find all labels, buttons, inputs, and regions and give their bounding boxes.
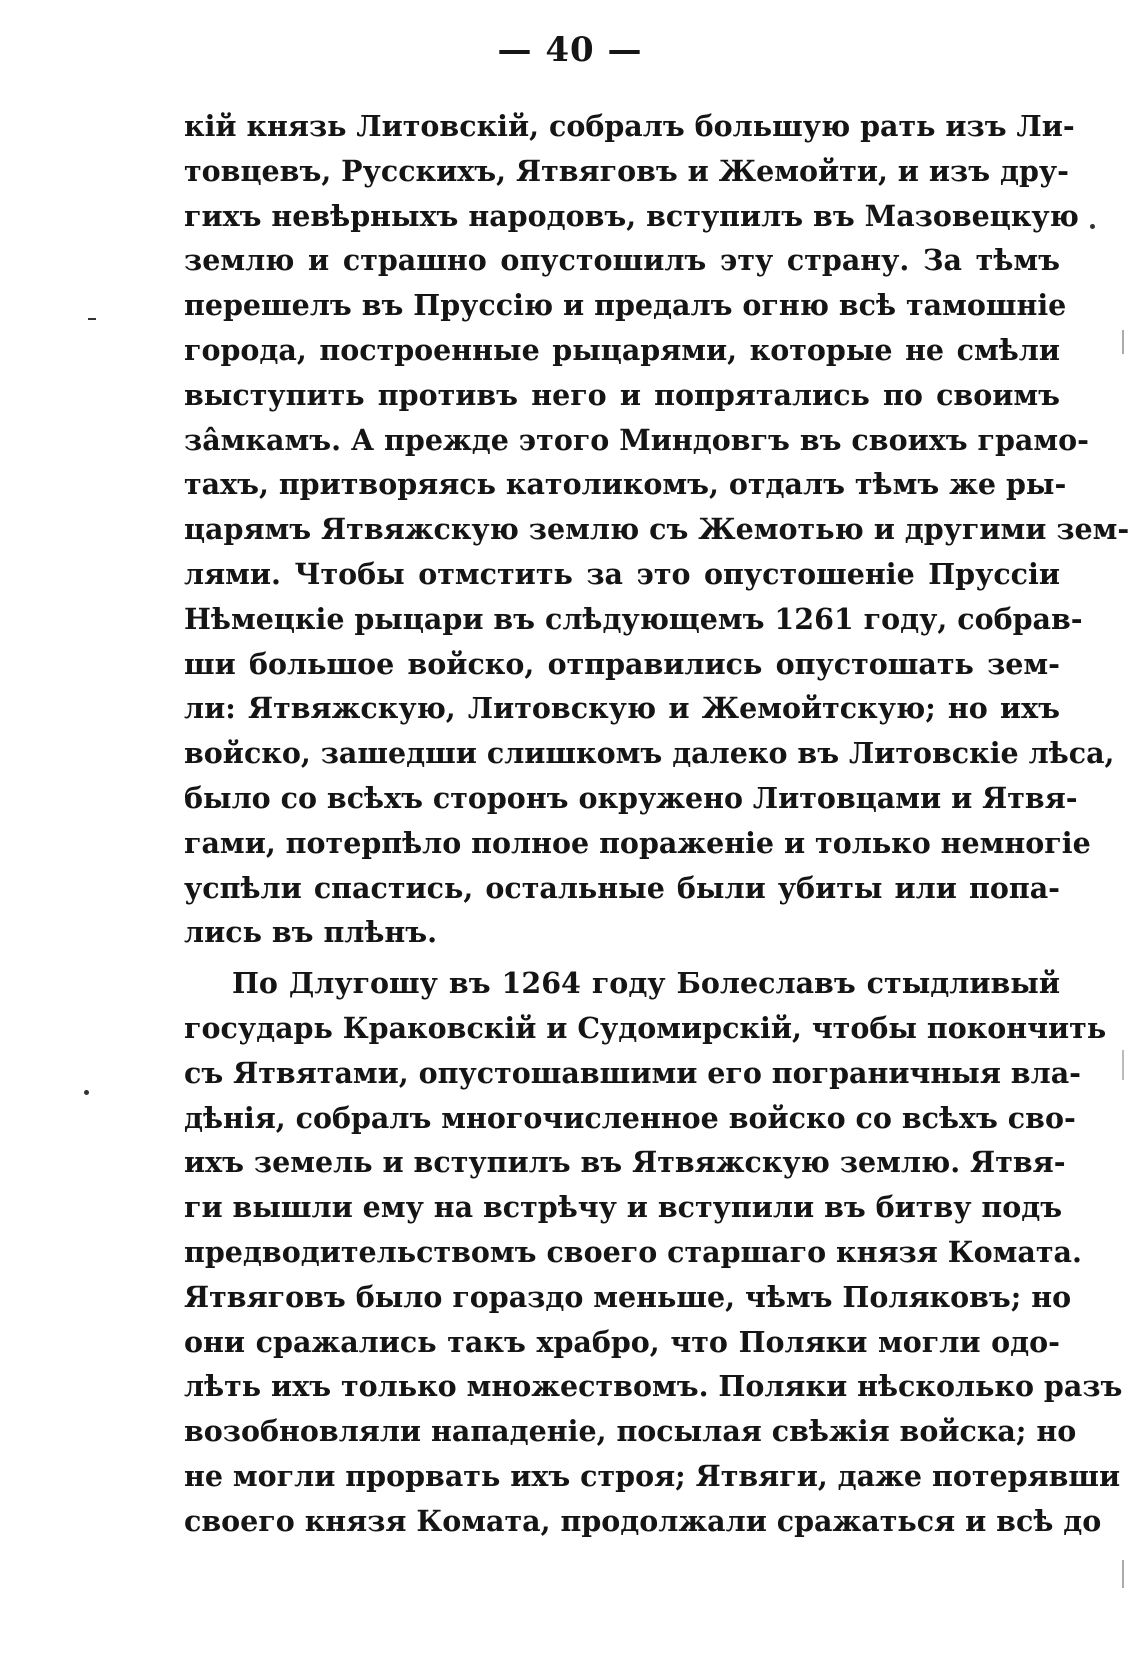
text-line: ихъ земель и вступилъ въ Ятвяжскую землю. Ятвя- bbox=[184, 1145, 1066, 1180]
text-line: государь Краковскій и Судомирскій, чтобы покончить bbox=[184, 1010, 1107, 1045]
text-line: зâмкамъ. А прежде этого Миндовгъ въ своихъ грамо- bbox=[184, 422, 1089, 457]
text-line-paragraph-end: лись въ плѣнъ. bbox=[184, 915, 438, 950]
text-line: перешелъ въ Пруссію и предалъ огню всѣ тамошніе bbox=[184, 288, 1067, 323]
text-line-paragraph-start: По Длугошу въ 1264 году Болеславъ стыдливый bbox=[232, 966, 1060, 1001]
text-line: товцевъ, Русскихъ, Ятвяговъ и Жемойти, и изъ дру- bbox=[184, 153, 1069, 188]
body-text bbox=[184, 104, 1130, 1544]
text-line: гихъ невѣрныхъ народовъ, вступилъ въ Мазовецкую bbox=[184, 198, 1079, 233]
text-line: успѣли спастись, остальные были убиты или попа- bbox=[184, 870, 1060, 905]
text-line: возобновляли нападеніе, посылая свѣжія войска; но bbox=[184, 1414, 1077, 1449]
text-line: гами, потерпѣло полное пораженіе и только немногіе bbox=[184, 825, 1091, 860]
scan-edge-mark bbox=[1122, 330, 1124, 354]
text-line: они сражались такъ храбро, что Поляки могли одо- bbox=[184, 1324, 1060, 1359]
text-line: Нѣмецкіе рыцари въ слѣдующемъ 1261 году, собрав- bbox=[184, 601, 1083, 636]
text-line: войско, зашедши слишкомъ далеко въ Литовскіе лѣса, bbox=[184, 736, 1115, 771]
scan-speck bbox=[88, 318, 96, 320]
text-line: своего князя Комата, продолжали сражаться и всѣ до bbox=[184, 1503, 1102, 1538]
text-line: ли: Ятвяжскую, Литовскую и Жемойтскую; но ихъ bbox=[184, 691, 1060, 726]
text-line: лѣть ихъ только множествомъ. Поляки нѣсколько разъ bbox=[184, 1369, 1123, 1404]
text-line: предводительствомъ своего старшаго князя Комата. bbox=[184, 1234, 1082, 1269]
scan-edge-mark bbox=[1122, 1560, 1124, 1588]
text-line: выступить противъ него и попрятались по своимъ bbox=[184, 377, 1060, 412]
scan-speck bbox=[1090, 224, 1095, 229]
text-line: дѣнія, собралъ многочисленное войско со всѣхъ сво- bbox=[184, 1100, 1076, 1135]
text-line: землю и страшно опустошилъ эту страну. За тѣмъ bbox=[184, 243, 1060, 278]
text-line: Ятвяговъ было гораздо меньше, чѣмъ Поляковъ; но bbox=[184, 1279, 1072, 1314]
text-line: было со всѣхъ сторонъ окружено Литовцами и Ятвя- bbox=[184, 780, 1078, 815]
text-line: не могли прорвать ихъ строя; Ятвяги, даже потерявши bbox=[184, 1458, 1121, 1493]
text-line: тахъ, притворяясь католикомъ, отдалъ тѣмъ же ры- bbox=[184, 467, 1067, 502]
text-line: царямъ Ятвяжскую землю съ Жемотью и другими зем- bbox=[184, 512, 1130, 547]
text-line: ги вышли ему на встрѣчу и вступили въ битву подъ bbox=[184, 1190, 1063, 1225]
page-number: — 40 — bbox=[497, 30, 643, 70]
text-line: кій князь Литовскій, собралъ большую рать изъ Ли- bbox=[184, 109, 1075, 143]
text-line: ши большое войско, отправились опустошать зем- bbox=[184, 646, 1060, 681]
scan-speck bbox=[84, 1090, 89, 1095]
text-line: города, построенные рыцарями, которые не смѣли bbox=[184, 332, 1060, 367]
text-line: лями. Чтобы отмстить за это опустошеніе Пруссіи bbox=[184, 556, 1060, 591]
scan-edge-mark bbox=[1122, 1050, 1124, 1080]
text-line: съ Ятвятами, опустошавшими его пограничныя вла- bbox=[184, 1055, 1081, 1090]
